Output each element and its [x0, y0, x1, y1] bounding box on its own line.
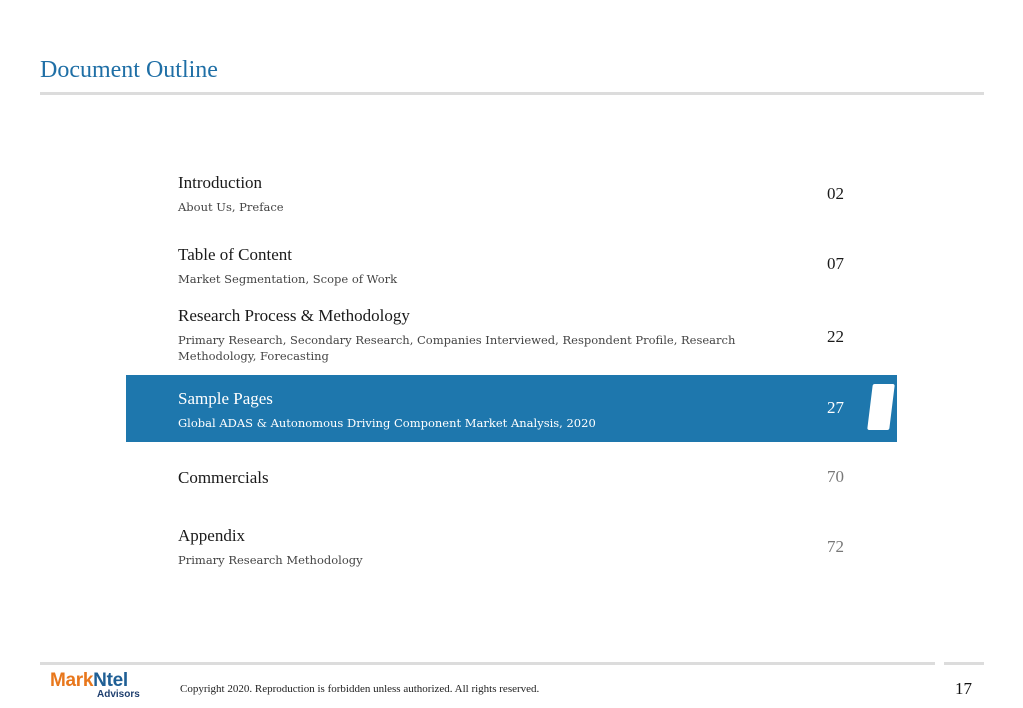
logo-ntel-text: Ntel [93, 670, 128, 691]
toc-entry-page: 22 [827, 327, 844, 346]
toc-entry-page: 07 [827, 254, 844, 273]
toc-entry-page: 02 [827, 184, 844, 203]
toc-entry-subtitle: Primary Research, Secondary Research, Companies Interviewed, Respondent Profile, Research Methodology, Forecasting [178, 333, 736, 363]
page-number: 17 [955, 679, 972, 698]
toc-entry-introduction[interactable] [126, 170, 897, 230]
toc-entry-title: Sample Pages [178, 389, 273, 408]
toc-entry-subtitle: Market Segmentation, Scope of Work [178, 272, 398, 286]
toc-entry-appendix[interactable] [126, 524, 897, 574]
toc-entry-subtitle: Global ADAS & Autonomous Driving Component Market Analysis, 2020 [178, 416, 596, 430]
toc-entry-title: Table of Content [178, 245, 293, 264]
toc-entry-page: 72 [827, 537, 844, 556]
toc-entry-subtitle: About Us, Preface [178, 200, 284, 214]
footer-divider-short [944, 662, 984, 665]
toc-entry-sample-pages[interactable] [126, 375, 897, 442]
toc-entry-subtitle: Primary Research Methodology [178, 553, 363, 567]
toc-entry-page: 27 [827, 398, 844, 417]
toc-entry-title: Commercials [178, 468, 269, 487]
toc-entry-title: Research Process & Methodology [178, 306, 410, 325]
title-divider [40, 92, 984, 95]
page-title: Document Outline [40, 57, 218, 83]
toc-entry-page: 70 [827, 467, 844, 486]
logo-mark-text: Mark [50, 670, 94, 691]
footer-divider [40, 662, 935, 665]
toc-entry-commercials[interactable] [126, 462, 897, 498]
active-tab-marker [867, 384, 895, 430]
toc-entry-research-process[interactable] [126, 304, 897, 368]
copyright-notice: Copyright 2020. Reproduction is forbidden unless authorized. All rights reserved. [180, 683, 540, 695]
logo-advisors-text: Advisors [97, 689, 140, 700]
toc-entry-title: Introduction [178, 173, 263, 192]
toc-entry-table-of-content[interactable] [126, 243, 897, 295]
marknteladvisors-logo [50, 670, 140, 700]
toc-entry-title: Appendix [178, 526, 246, 545]
